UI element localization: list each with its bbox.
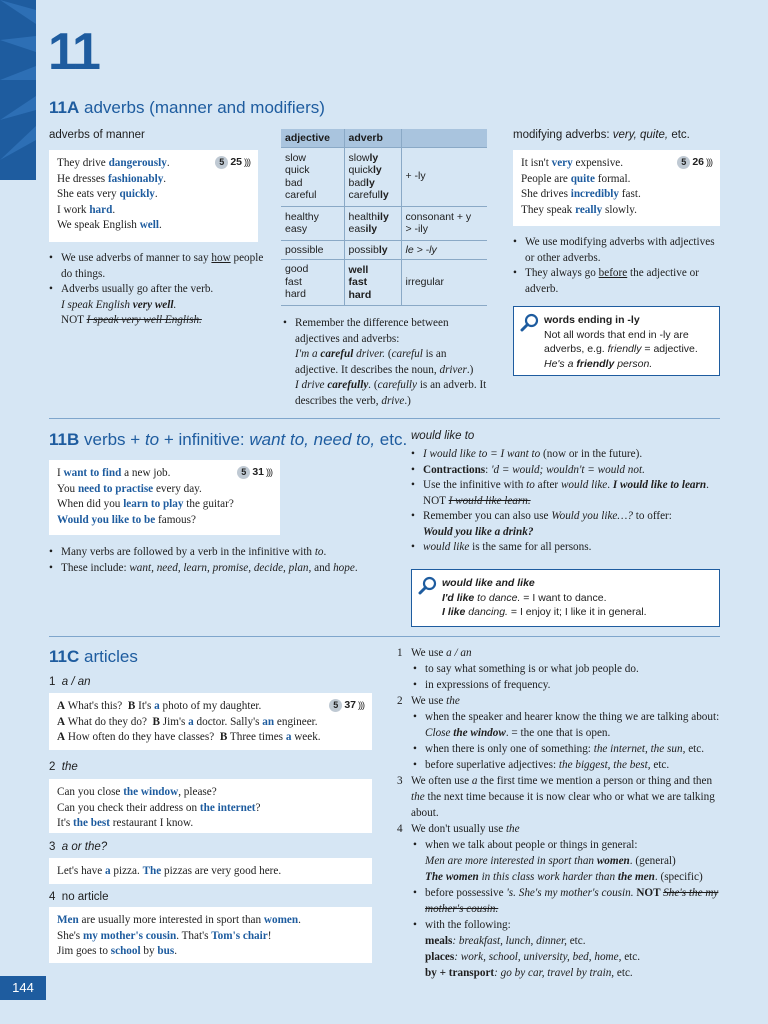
manner-bullet: • Adverbs usually go after the verb. I speak English very well. NOT I speak very well English. [49,282,264,329]
modifying-example: It isn't very expensive. [521,157,624,169]
would-like-to-heading: would like to [411,430,475,442]
table-header-adverb: adverb [344,129,401,147]
page-number: 144 [0,976,46,1000]
subheading-a-an: 1 a / an [49,676,91,688]
dialogue-line: A What do they do? B Jim's a doctor. Sally's an engineer. [57,715,318,728]
adjective-adverb-table [281,129,487,306]
modifying-example: They speak really slowly. [521,203,637,216]
table-row: good fast hard well fast hard irregular [281,260,487,306]
audio-ref-37: 5 37 ))) [329,698,364,714]
magnifier-icon [520,313,540,333]
table-row: healthy easy healthily easily consonant + y > -ily [281,206,487,240]
unit-number: 11 [48,23,99,81]
manner-example: She eats very quickly. [57,188,158,200]
modifying-adverbs-heading: modifying adverbs: very, quite, etc. [513,129,690,141]
subheading-a-or-the: 3 a or the? [49,841,108,853]
corner-sunburst-graphic [0,0,36,180]
infinitive-example: Would you like to be famous? [57,513,196,526]
manner-example: They drive dangerously. [57,157,170,169]
section-11b-title: 11B verbs + to + infinitive: want to, need to, etc. [49,430,408,449]
infinitive-example: When did you learn to play the guitar? [57,498,234,510]
words-ending-ly-note: words ending in -ly Not all words that end in -ly are adverbs, e.g. friendly = adjective. He's a friendly person. [513,306,720,376]
manner-example: I work hard. [57,203,116,216]
modifying-example: People are quite formal. [521,172,631,185]
adj-adv-difference-note: • Remember the difference between adjectives and adverbs: I'm a careful driver. (careful is an adjective. It describes the noun, driver.) I drive carefully. (carefully is an adverb. It describes the verb, drive.) [283,316,488,409]
infinitive-example: I want to find a new job. [57,467,171,479]
table-row: slow quick bad careful slowly quickly badly carefully + -ly [281,147,487,206]
would-like-bullets: • I would like to = I want to (now or in the future). • Contractions: 'd = would; wouldn't = would not. • Use the infinitive with to after would like. I would like to learn. NOT I would like learn. • Remember you can also use Would you like…? to offer: Would you like a drink? • would like is the same for all persons. [411,447,723,556]
section-11c-title: 11C articles [49,647,138,666]
manner-example: He dresses fashionably. [57,172,167,185]
infinitive-examples-box [49,460,280,535]
subheading-no-article: 4 no article [49,891,109,903]
table-row: possible possibly le > -ly [281,240,487,260]
a-an-examples-box [49,693,372,750]
manner-bullets [49,251,264,329]
modifying-examples-box [513,150,720,226]
no-article-examples-box: Men are usually more interested in sport than women. She's my mother's cousin. That's Tom's chair! Jim goes to school by bus. [49,907,372,963]
magnifier-icon [418,576,438,596]
dialogue-line: A How often do they have classes? B Three times a week. [57,731,321,743]
manner-examples-box [49,150,258,242]
divider [49,636,720,637]
articles-rules: 1 We use a / an • to say what something is or what job people do. • in expressions of frequency. 2 We use the • when the speaker and hearer know the thing we are talking about: Close the window. = the one that is open. • when there is only one of something: the internet, the sun, etc. • before superlative adjectives: the biggest, the best, etc. 3 We often use a the first time we mention a person or thing and then the the next time because it is now clear who or what we are talking about. 4 We don't usually use the • when we talk about people or things in general: Men are more interested in sport than women. (general) The women in this class work harder than the men. (specific) • before possessive 's. She's my mother's cousin. NOT She's the my mother's cousin. • with the following: meals: breakfast, lunch, dinner, etc. places: work, school, university, bed, home, etc. by + transport: go by car, travel by train, etc. [397,645,723,981]
audio-ref-26: 5 26 ))) [677,155,712,171]
section-11a-title: 11A adverbs (manner and modifiers) [49,98,325,117]
would-like-and-like-note: would like and like I'd like to dance. = I want to dance. I like dancing. = I enjoy it; I like it in general. [411,569,720,627]
infinitive-example: You need to practise every day. [57,482,202,495]
subheading-the: 2 the [49,761,78,773]
divider [49,418,720,419]
adverbs-of-manner-heading: adverbs of manner [49,129,145,141]
infinitive-bullets: • Many verbs are followed by a verb in the infinitive with to. • These include: want, need, learn, promise, decide, plan, and hope. [49,545,399,576]
the-examples-box: Can you close the window, please? Can you check their address on the internet? It's the best restaurant I know. [49,779,372,833]
manner-bullet: • We use adverbs of manner to say how people do things. [49,251,264,282]
modifying-example: She drives incredibly fast. [521,188,641,200]
manner-example: We speak English well. [57,219,162,231]
a-or-the-example-box: Let's have a pizza. The pizzas are very good here. [49,858,372,884]
modifying-bullets: • We use modifying adverbs with adjectives or other adverbs. • They always go before the adjective or adverb. [513,235,723,297]
dialogue-line: A What's this? B It's a photo of my daughter. [57,700,262,712]
audio-ref-25: 5 25 ))) [215,155,250,171]
audio-ref-31: 5 31 ))) [237,465,272,481]
table-header-adjective: adjective [281,129,344,147]
